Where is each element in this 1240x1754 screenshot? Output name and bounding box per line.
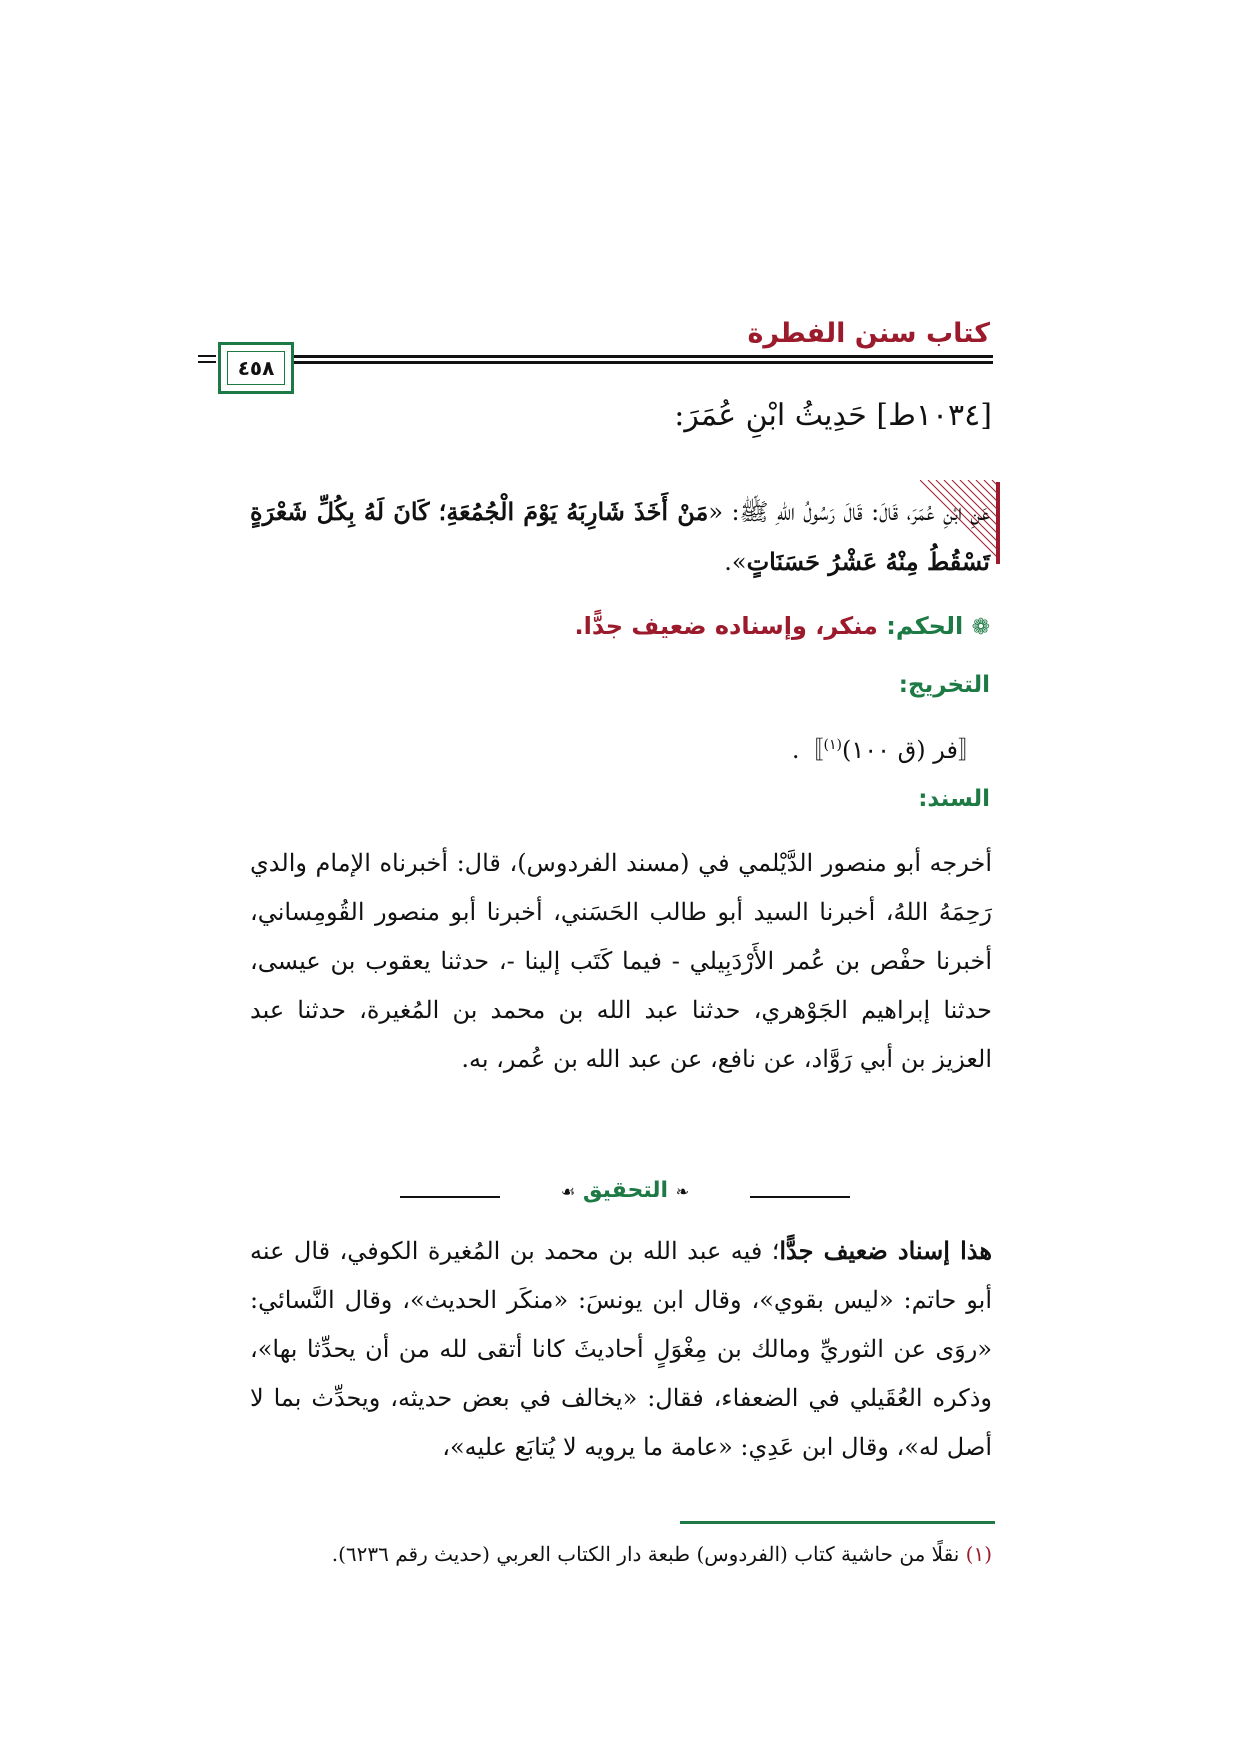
footnote-text: نقلًا من حاشية كتاب (الفردوس) طبعة دار الكتاب العربي (حديث رقم ٦٢٣٦). bbox=[331, 1542, 960, 1566]
header-rule-top bbox=[265, 355, 993, 358]
hadith-title: حَدِيثُ ابْنِ عُمَرَ: bbox=[674, 398, 867, 433]
ruling-value: منكر، وإسناده ضعيف جدًّا. bbox=[574, 612, 878, 640]
tahqiq-heading: التحقيق bbox=[582, 1178, 669, 1203]
takhrij-source: 〚فر (ق ١٠٠) bbox=[841, 736, 982, 764]
matn-outro: ». bbox=[724, 548, 747, 576]
tahqiq-body: ؛ فيه عبد الله بن محمد بن المُغيرة الكوفي، قال عنه أبو حاتم: «ليس بقوي»، وقال ابن يونسَ: «منكَر الحديث»، وقال النَّسائي: «روَى عن الثوريِّ ومالك بن مِغْوَلٍ أحاديثَ كانا أتقى لله من أن يحدِّثا بها»، وذكره العُقَيلي في الضعفاء، فقال: «يخالف في بعض حديثه، ويحدِّث بما لا أصل له»، وقال ابن عَدِي: «عامة ما يرويه لا يُتابَع عليه»، bbox=[250, 1237, 993, 1461]
tahqiq-bold-start: هذا إسناد ضعيف جدًّا bbox=[779, 1236, 993, 1265]
ornament-left-icon: ☙ bbox=[560, 1182, 576, 1201]
separator-line-right bbox=[750, 1196, 850, 1198]
footnote-ref[interactable]: (١) bbox=[823, 737, 842, 753]
matn-bold: مَنْ أَخَذَ شَارِبَهُ يَوْمَ الْجُمُعَةِ؛ كَانَ لَهُ بِكُلِّ شَعْرَةٍ تَسْقُطُ مِنْهُ عَشْرُ حَسَنَاتٍ bbox=[250, 497, 990, 576]
footnote bbox=[332, 1542, 992, 1566]
ornament-right-icon: ❧ bbox=[675, 1182, 690, 1201]
badge-rule-bottom bbox=[198, 361, 216, 363]
sanad-text: أخرجه أبو منصور الدَّيْلمي في (مسند الفردوس)، قال: أخبرناه الإمام والدي رَحِمَهُ اللهُ، أخبرنا السيد أبو طالب الحَسَني، أخبرنا أبو منصور القُومِساني، أخبرنا حفْص بن عُمر الأَرْدَبِيلي - فيما كَتَب إلينا -، حدثنا يعقوب بن عيسى، حدثنا إبراهيم الجَوْهري، حدثنا عبد الله بن محمد بن المُغيرة، حدثنا عبد العزيز بن أبي رَوَّاد، عن نافع، عن عبد الله بن عُمر، به. bbox=[250, 849, 993, 1073]
page-number-badge bbox=[218, 342, 294, 394]
takhrij-end: 〛. bbox=[791, 736, 824, 764]
footnote-number: (١) bbox=[965, 1542, 992, 1566]
takhrij-heading: التخريج: bbox=[898, 672, 990, 698]
header-rule-bottom bbox=[265, 361, 993, 364]
matn-intro: عَنِ ابْنِ عُمَرَ، قَالَ: قَالَ رَسُولُ اللهِ ﷺ: « bbox=[708, 498, 990, 526]
hadith-number: [١٠٣٤ط] bbox=[876, 398, 992, 433]
hadith-matn bbox=[250, 487, 990, 587]
ruling bbox=[575, 612, 990, 640]
takhrij-text bbox=[792, 730, 982, 765]
book-title: كتاب سنن الفطرة bbox=[747, 318, 990, 349]
tahqiq-heading-wrap bbox=[500, 1178, 750, 1203]
ruling-label: الحكم: bbox=[886, 612, 964, 640]
flower-icon: ❁ bbox=[971, 615, 990, 640]
sanad-heading: السند: bbox=[918, 786, 990, 812]
footnote-rule bbox=[680, 1521, 995, 1524]
page-number: ٤٥٨ bbox=[227, 351, 285, 385]
separator-line-left bbox=[400, 1196, 500, 1198]
hadith-heading bbox=[674, 398, 992, 433]
corner-bar bbox=[996, 482, 1000, 564]
badge-rule-top bbox=[198, 355, 216, 357]
tahqiq-text bbox=[250, 1226, 992, 1472]
